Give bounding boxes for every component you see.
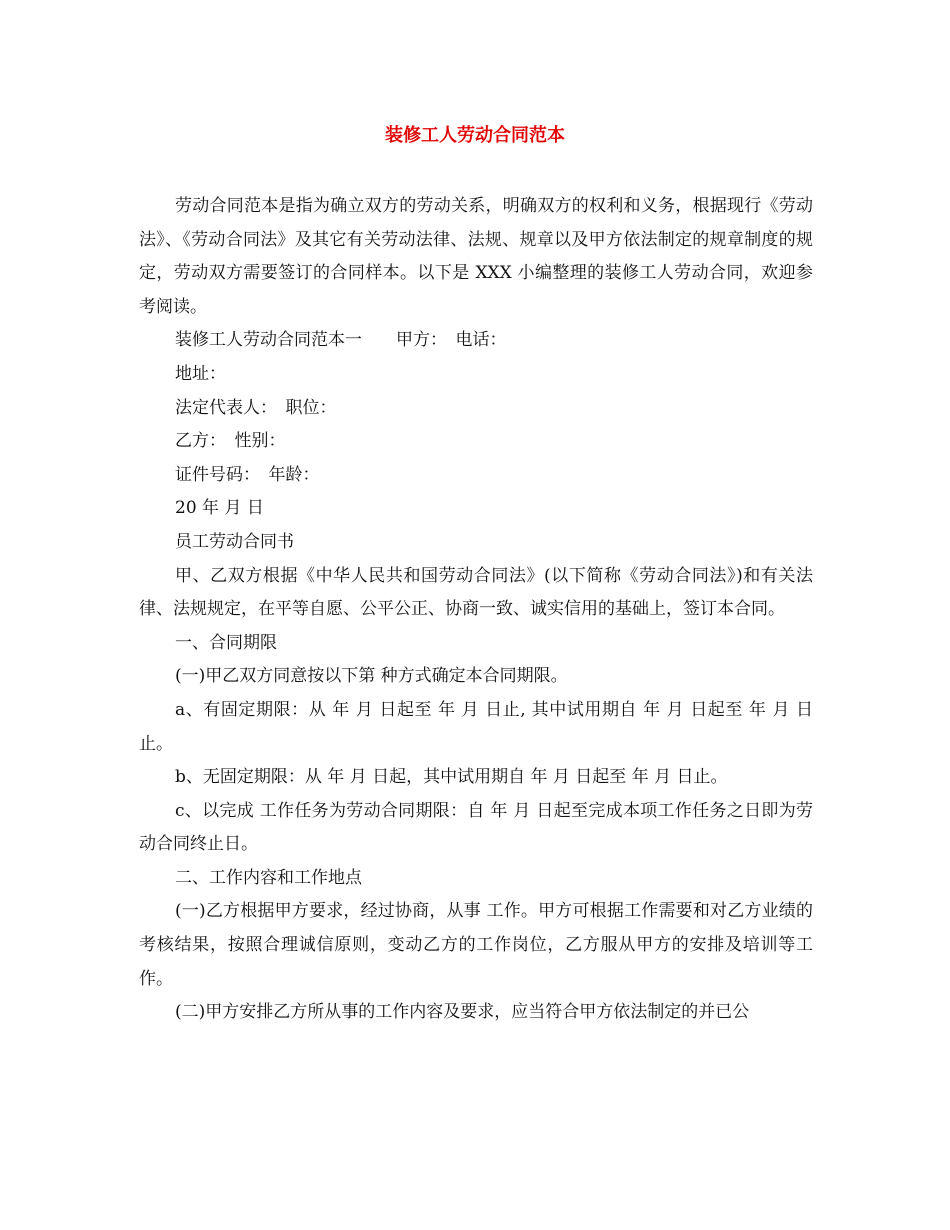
field-date: 20 年 月 日 — [175, 498, 264, 519]
term-clause-1: (一)甲乙双方同意按以下第 种方式确定本合同期限。 — [175, 666, 568, 687]
field-id-number: 证件号码： 年龄： — [175, 464, 320, 485]
intro-paragraph: 劳动合同范本是指为确立双方的劳动关系，明确双方的权利和义务，根据现行《劳动法》、《劳动合同法》及其它有关劳动法律、法规、规章以及甲方依法制定的规章制度的规定，劳动双方需要签订的合同样本。以下是 XXX 小编整理的装修工人劳动合同，欢迎参考阅读。 — [139, 196, 813, 317]
document-title: 装修工人劳动合同范本 — [385, 125, 565, 146]
contract-header-party-a: 装修工人劳动合同范本一 甲方： 电话： — [175, 330, 507, 351]
contract-subtitle: 员工劳动合同书 — [175, 531, 294, 552]
work-clause-1: (一)乙方根据甲方要求，经过协商，从事 工作。甲方可根据工作需要和对乙方业绩的考核结果，按照合理诚信原则，变动乙方的工作岗位，乙方服从甲方的安排及培训等工作。 — [139, 901, 813, 989]
field-party-b: 乙方： 性别： — [175, 431, 286, 452]
term-option-a: a、有固定期限：从 年 月 日起至 年 月 日止, 其中试用期自 年 月 日起至 年 月 日止。 — [139, 699, 813, 754]
term-option-b: b、无固定期限：从 年 月 日起，其中试用期自 年 月 日起至 年 月 日止。 — [175, 767, 728, 788]
document-body — [139, 190, 813, 1030]
work-clause-2: (二)甲方安排乙方所从事的工作内容及要求，应当符合甲方依法制定的并已公 — [175, 1002, 750, 1023]
field-legal-representative: 法定代表人： 职位： — [175, 397, 337, 418]
preamble-paragraph: 甲、乙双方根据《中华人民共和国劳动合同法》(以下简称《劳动合同法》)和有关法律、法规规定，在平等自愿、公平公正、协商一致、诚实信用的基础上，签订本合同。 — [139, 565, 813, 620]
term-option-c: c、以完成 工作任务为劳动合同期限：自 年 月 日起至完成本项工作任务之日即为劳动合同终止日。 — [139, 800, 813, 855]
section-heading-work: 二、工作内容和工作地点 — [175, 867, 362, 888]
section-heading-term: 一、合同期限 — [175, 632, 277, 653]
field-address: 地址： — [175, 363, 226, 384]
